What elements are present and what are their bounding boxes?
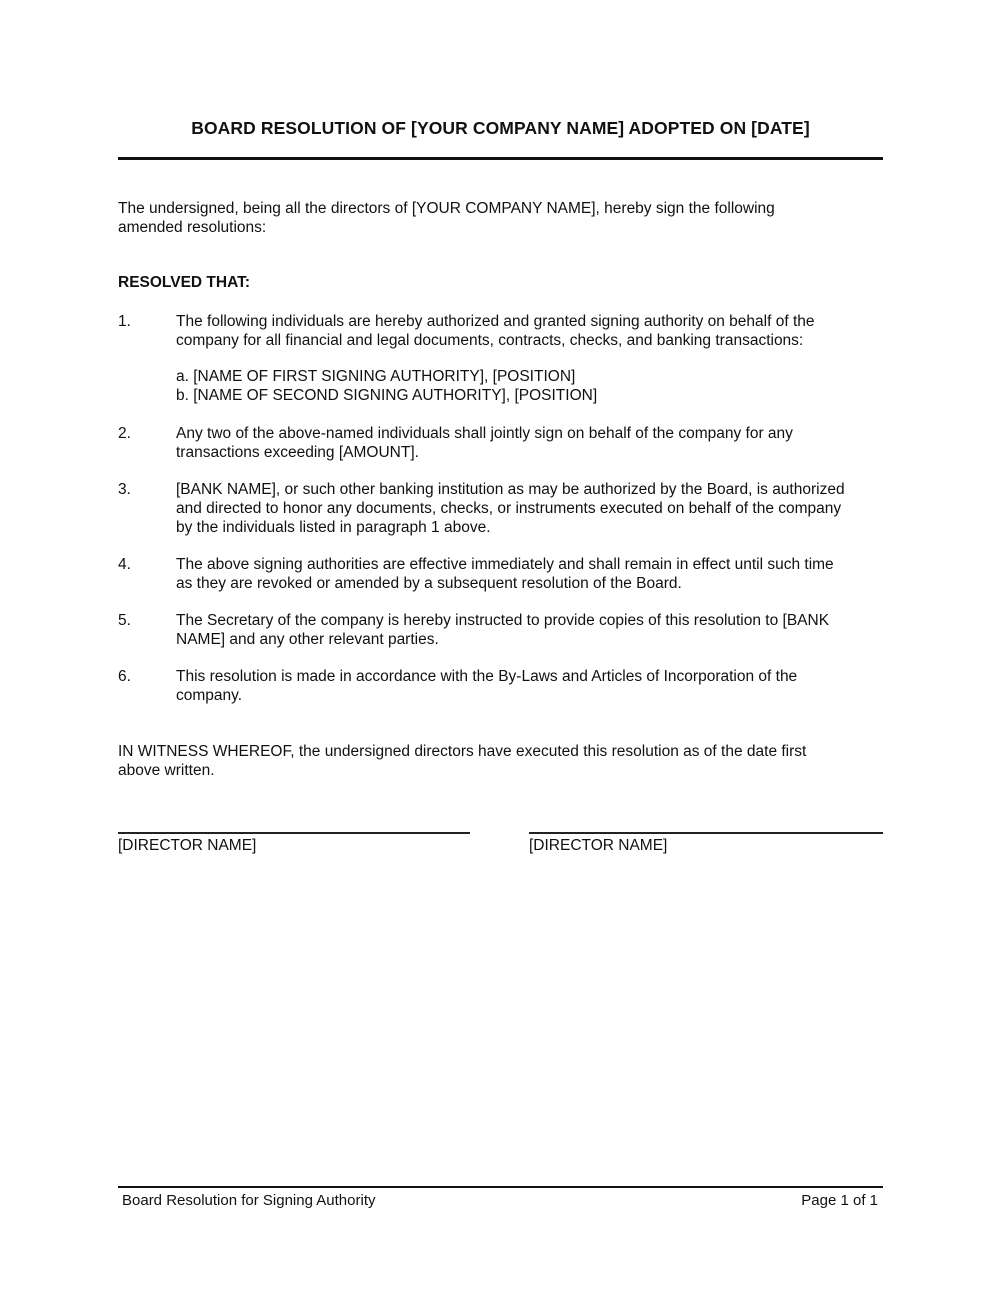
item-number: 2. [118,425,131,442]
signature-line-2 [529,832,883,834]
director-name-1: [DIRECTOR NAME] [118,837,257,854]
item-body [176,480,886,537]
item-line: NAME] and any other relevant parties. [176,631,439,648]
item-body [176,667,886,705]
signing-authority-a: a. [NAME OF FIRST SIGNING AUTHORITY], [POSITION] [176,368,576,385]
director-name-2: [DIRECTOR NAME] [529,837,668,854]
resolved-heading: RESOLVED THAT: [118,274,251,291]
item-line: The Secretary of the company is hereby instructed to provide copies of this resolution to [BANK [176,612,830,629]
signing-authority-b: b. [NAME OF SECOND SIGNING AUTHORITY], [POSITION] [176,387,598,404]
item-line: company for all financial and legal documents, contracts, checks, and banking transactions: [176,332,804,349]
witness-line: above written. [118,762,215,779]
footer-document-name: Board Resolution for Signing Authority [122,1192,376,1209]
intro-line: The undersigned, being all the directors of [YOUR COMPANY NAME], hereby sign the following [118,200,775,217]
item-body [176,611,886,649]
item-body [176,555,886,593]
footer-page-number: Page 1 of 1 [801,1192,878,1209]
item-line: The following individuals are hereby authorized and granted signing authority on behalf of the [176,313,815,330]
item-number: 6. [118,668,131,685]
item-line: [BANK NAME], or such other banking institution as may be authorized by the Board, is authorized [176,481,845,498]
witness-paragraph [118,742,883,780]
item-line: as they are revoked or amended by a subsequent resolution of the Board. [176,575,682,592]
item-line: The above signing authorities are effective immediately and shall remain in effect until such time [176,556,834,573]
intro-paragraph [118,199,878,237]
item-line: transactions exceeding [AMOUNT]. [176,444,419,461]
item-line: and directed to honor any documents, checks, or instruments executed on behalf of the company [176,500,842,517]
witness-line: IN WITNESS WHEREOF, the undersigned directors have executed this resolution as of the date first [118,743,807,760]
item-line: company. [176,687,243,704]
item-body [176,312,886,350]
item-number: 4. [118,556,131,573]
document-title: BOARD RESOLUTION OF [YOUR COMPANY NAME] ADOPTED ON [DATE] [191,118,810,138]
item-number: 1. [118,313,131,330]
intro-line: amended resolutions: [118,219,267,236]
item-number: 3. [118,481,131,498]
item-line: by the individuals listed in paragraph 1 above. [176,519,491,536]
title-rule-divider [118,157,883,160]
item-line: Any two of the above-named individuals shall jointly sign on behalf of the company for any [176,425,793,442]
signature-line-1 [118,832,470,834]
item-body [176,424,886,462]
signing-authority-list [176,367,876,405]
footer-rule-divider [118,1186,883,1188]
item-line: This resolution is made in accordance with the By-Laws and Articles of Incorporation of the [176,668,798,685]
item-number: 5. [118,612,131,629]
